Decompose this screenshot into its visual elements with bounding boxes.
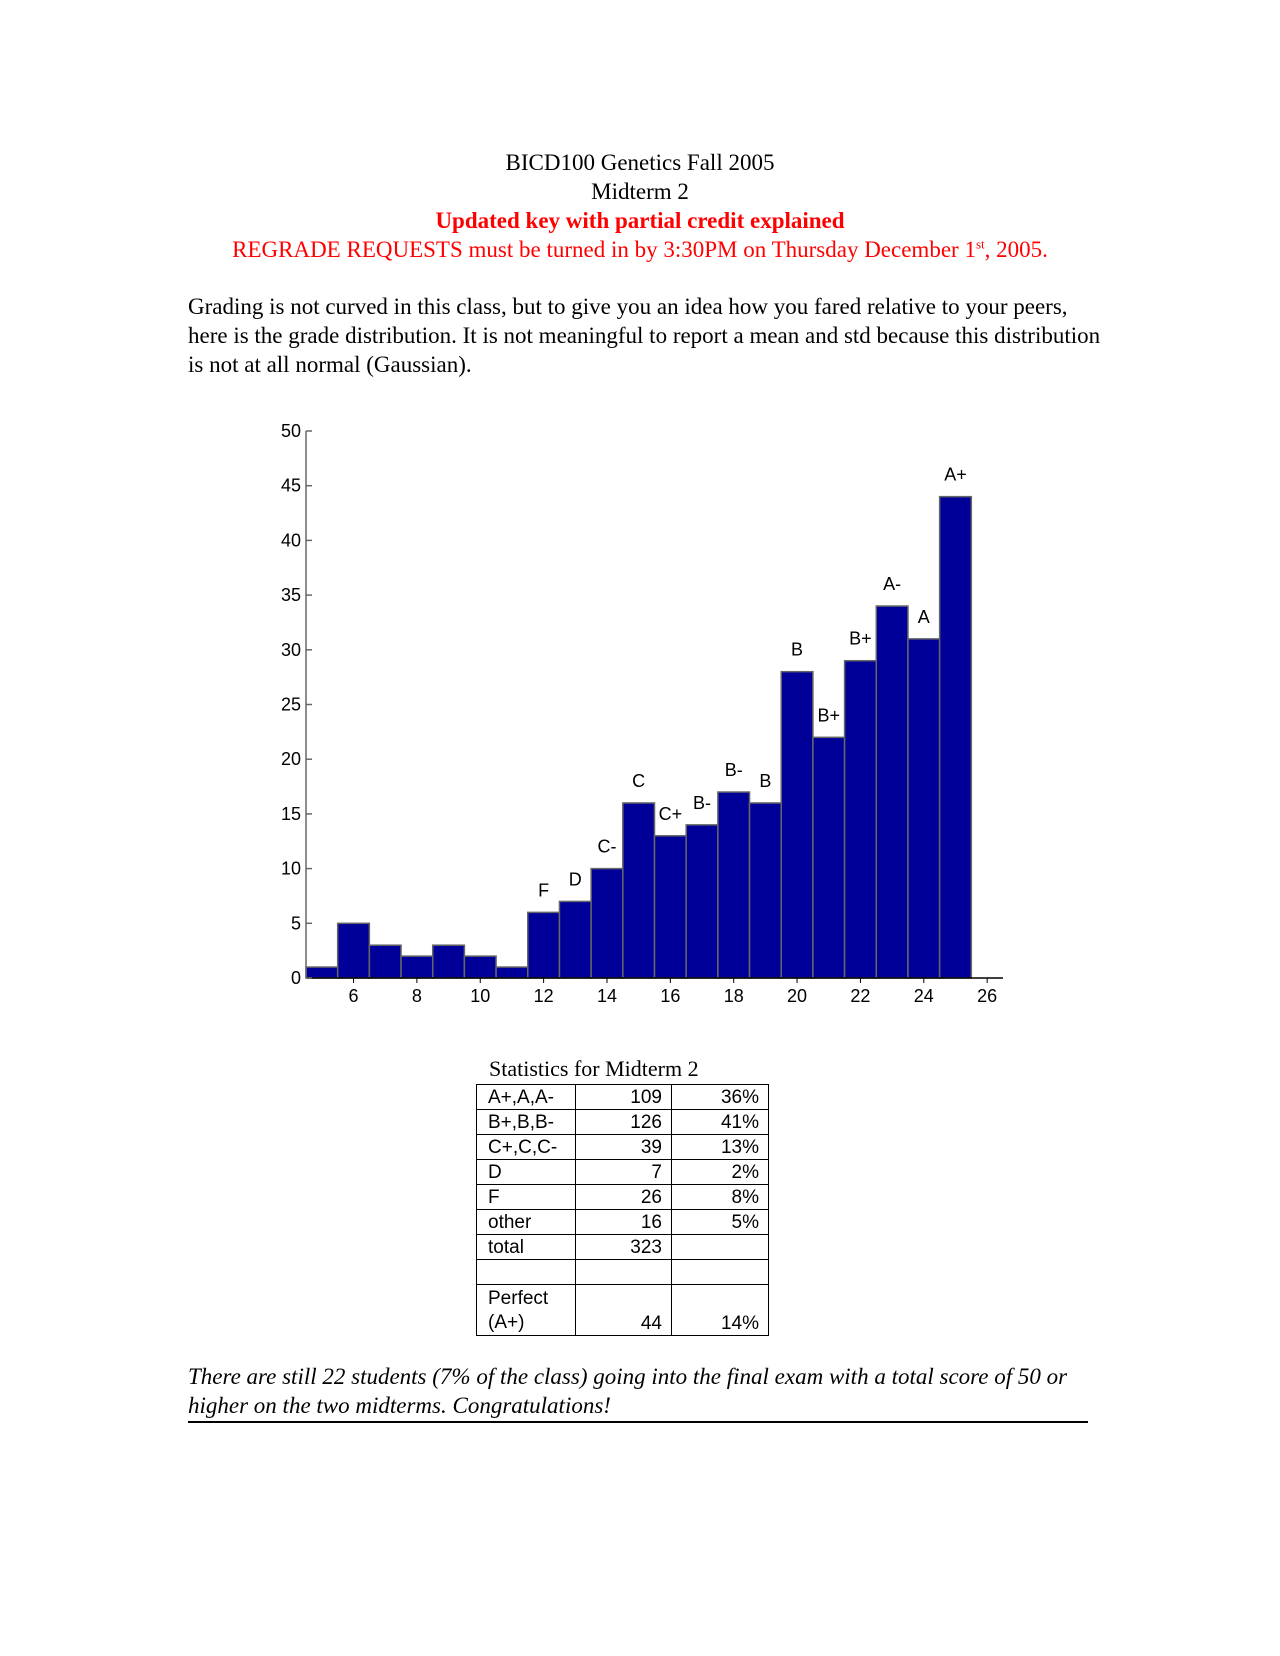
y-tick-label: 15 (280, 803, 301, 824)
stats-cell: total (477, 1235, 576, 1260)
histogram-bar (718, 792, 750, 978)
stats-row (477, 1135, 769, 1160)
histogram-bar (781, 672, 813, 978)
histogram-bar (750, 803, 782, 978)
bar-grade-label: B- (724, 760, 743, 781)
stats-row (477, 1185, 769, 1210)
x-tick-label: 22 (850, 986, 871, 1006)
stats-cell: 13% (672, 1135, 769, 1160)
y-tick-label: 40 (280, 530, 301, 551)
bar-grade-label: F (538, 880, 550, 901)
y-tick-label: 20 (280, 749, 301, 770)
histogram-bar (559, 901, 591, 978)
regrade-text: REGRADE REQUESTS must be turned in by 3:30PM on Thursday December 1 (232, 237, 976, 262)
bar-grade-label: C (632, 770, 646, 791)
course-title: BICD100 Genetics Fall 2005 (505, 150, 775, 175)
x-tick-label: 14 (596, 986, 617, 1006)
stats-cell: 323 (576, 1235, 672, 1260)
stats-cell: 7 (576, 1160, 672, 1185)
update-notice: Updated key with partial credit explained (435, 208, 845, 233)
y-tick-label: 25 (280, 694, 301, 715)
histogram-bar (306, 967, 338, 978)
histogram-bar (686, 825, 718, 978)
stats-row-perfect (477, 1285, 769, 1336)
stats-cell (477, 1285, 576, 1336)
histogram-bar (401, 956, 433, 978)
bar-grade-label: A+ (944, 464, 967, 485)
regrade-date-end: , 2005. (984, 237, 1048, 262)
stats-row (477, 1210, 769, 1235)
bar-grade-label: B (759, 770, 772, 791)
histogram-bar (845, 661, 877, 978)
bar-grade-label: B- (693, 792, 712, 813)
histogram-bar (369, 945, 401, 978)
bar-grade-label: A (917, 606, 930, 627)
stats-cell (477, 1260, 576, 1285)
bar-grade-label: B+ (817, 705, 841, 726)
stats-cell: 36% (672, 1085, 769, 1110)
histogram-bar (528, 912, 560, 978)
stats-table-body (477, 1085, 769, 1336)
y-tick-label: 0 (290, 968, 301, 988)
x-tick-label: 26 (977, 986, 998, 1006)
y-tick-label: 10 (280, 858, 301, 879)
histogram-bar (908, 639, 940, 978)
stats-row (477, 1235, 769, 1260)
bar-grade-label: B+ (849, 628, 872, 649)
stats-cell: 39 (576, 1135, 672, 1160)
stats-cell: 14% (672, 1285, 769, 1336)
y-tick-label: 45 (280, 475, 301, 496)
stats-cell: 16 (576, 1210, 672, 1235)
intro-paragraph: Grading is not curved in this class, but to give you an idea how you fared relative to your peers, here is the grade distribution. It is not meaningful to report a mean and std because this distribution is not at all normal (Gaussian). (188, 294, 1101, 377)
stats-cell: C+,C,C- (477, 1135, 576, 1160)
perfect-label-grade: (A+) (488, 1312, 525, 1333)
stats-cell (576, 1260, 672, 1285)
stats-cell: 2% (672, 1160, 769, 1185)
y-tick-label: 30 (280, 639, 301, 660)
x-tick-label: 8 (411, 986, 422, 1006)
stats-cell: 8% (672, 1185, 769, 1210)
stats-cell: 109 (576, 1085, 672, 1110)
stats-cell: 44 (576, 1285, 672, 1336)
histogram-bar (623, 803, 655, 978)
stats-cell (672, 1235, 769, 1260)
bar-grade-label: A- (883, 574, 902, 595)
x-tick-label: 12 (533, 986, 554, 1006)
ordinal-suffix: st (975, 236, 985, 252)
exam-title: Midterm 2 (591, 179, 689, 204)
stats-cell: D (477, 1160, 576, 1185)
x-tick-label: 16 (660, 986, 681, 1006)
y-tick-label: 50 (280, 421, 301, 441)
stats-cell: 41% (672, 1110, 769, 1135)
histogram-bar (464, 956, 496, 978)
stats-cell: F (477, 1185, 576, 1210)
stats-row (477, 1085, 769, 1110)
stats-cell: 126 (576, 1110, 672, 1135)
stats-row (477, 1160, 769, 1185)
x-tick-label: 24 (913, 986, 934, 1006)
x-tick-label: 6 (348, 986, 359, 1006)
bar-grade-label: B (791, 639, 804, 660)
x-tick-label: 10 (470, 986, 491, 1006)
stats-row (477, 1110, 769, 1135)
bar-grade-label: D (568, 869, 582, 890)
bar-grade-label: C+ (658, 803, 683, 824)
stats-table (476, 1084, 769, 1336)
footer-note: There are still 22 students (7% of the class) going into the final exam with a total score of 50 or higher on the two midterms. Congratulations! (188, 1364, 1068, 1418)
x-tick-label: 18 (723, 986, 744, 1006)
histogram-bar (433, 945, 465, 978)
histogram-bar (338, 923, 370, 978)
stats-title: Statistics for Midterm 2 (489, 1056, 699, 1081)
histogram-bar (876, 606, 908, 978)
stats-cell: 5% (672, 1210, 769, 1235)
stats-cell (672, 1260, 769, 1285)
y-tick-label: 35 (280, 585, 301, 606)
stats-cell: 26 (576, 1185, 672, 1210)
bar-grade-label: C- (597, 836, 617, 857)
histogram-bar (940, 497, 972, 978)
histogram-bar (655, 836, 687, 978)
stats-row (477, 1260, 769, 1285)
histogram-bar (591, 869, 623, 978)
histogram-bar (496, 967, 528, 978)
stats-cell: B+,B,B- (477, 1110, 576, 1135)
perfect-label: Perfect (488, 1288, 549, 1309)
y-tick-label: 5 (290, 913, 301, 934)
stats-cell: other (477, 1210, 576, 1235)
x-tick-label: 20 (787, 986, 808, 1006)
histogram-bar (813, 737, 845, 978)
stats-cell: A+,A,A- (477, 1085, 576, 1110)
footer-rule (188, 1421, 1088, 1423)
